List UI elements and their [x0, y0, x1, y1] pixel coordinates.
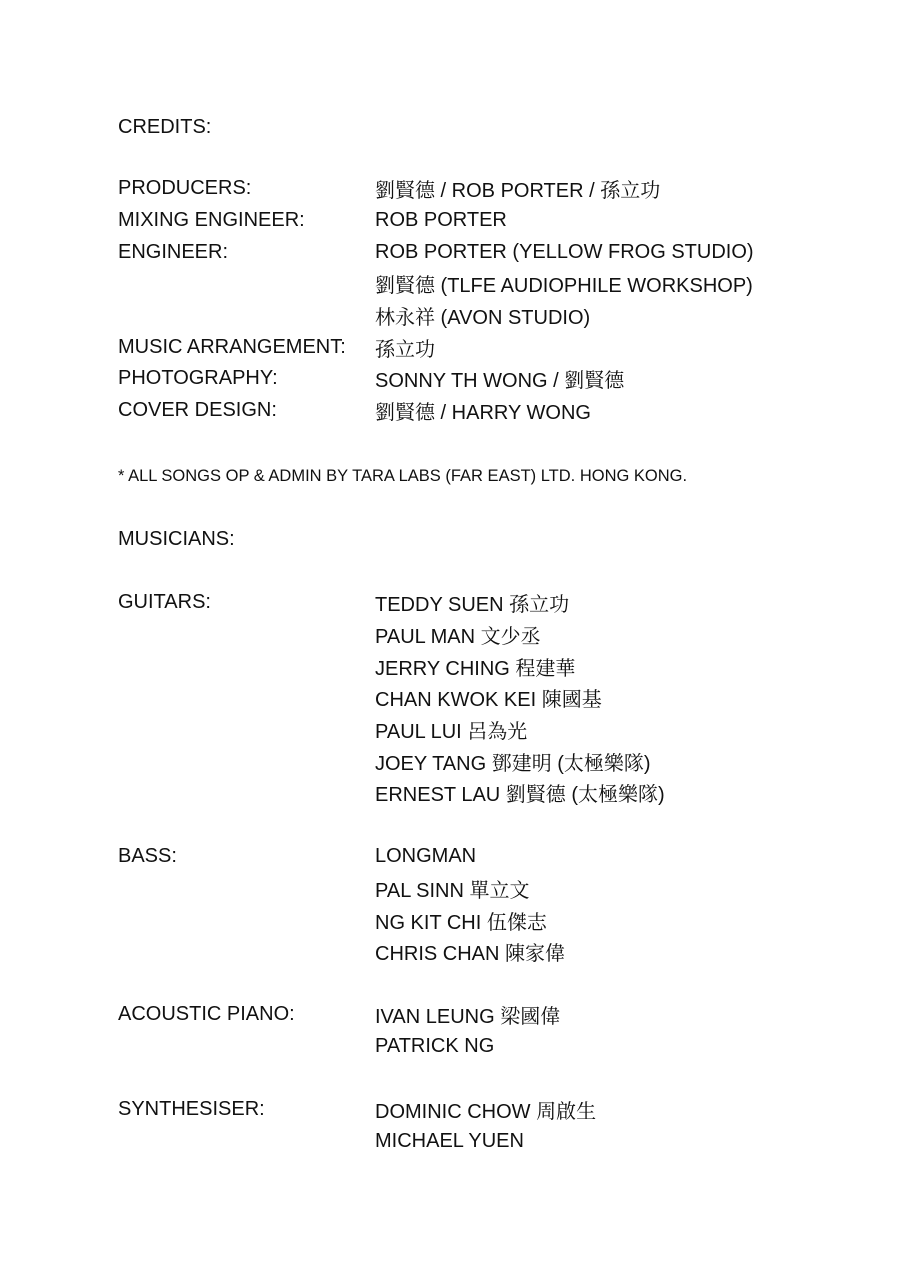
- credit-label: MUSIC ARRANGEMENT:: [118, 335, 346, 358]
- instrument-label: SYNTHESISER:: [118, 1098, 265, 1121]
- musician-row: [118, 1094, 818, 1126]
- credit-value: 劉賢德 / ROB PORTER / 孫立功: [375, 180, 661, 203]
- musician-row: [118, 936, 818, 968]
- credit-value: 林永祥 (AVON STUDIO): [375, 307, 591, 330]
- instrument-label: GUITARS:: [118, 591, 211, 614]
- musician-name: LONGMAN: [375, 845, 477, 868]
- musician-name: DOMINIC CHOW 周啟生: [375, 1101, 597, 1124]
- guitars-section: [118, 587, 818, 809]
- musician-name: MICHAEL YUEN: [375, 1130, 524, 1153]
- musician-row: [118, 619, 818, 651]
- musicians-heading: MUSICIANS:: [118, 528, 235, 550]
- credit-row: [118, 268, 818, 300]
- credits-heading: CREDITS:: [118, 116, 212, 138]
- credit-row: [118, 205, 818, 237]
- instrument-label: BASS:: [118, 845, 177, 868]
- musician-name: ERNEST LAU 劉賢德 (太極樂隊): [375, 784, 665, 807]
- musician-row: [118, 587, 818, 619]
- credit-value: ROB PORTER: [375, 209, 507, 232]
- credit-row: [118, 173, 818, 205]
- copyright-note: * ALL SONGS OP & ADMIN BY TARA LABS (FAR EAST) LTD. HONG KONG.: [118, 467, 688, 485]
- musician-row: [118, 745, 818, 777]
- credit-value: 孫立功: [375, 338, 435, 361]
- credit-label: MIXING ENGINEER:: [118, 209, 305, 232]
- musician-name: JERRY CHING 程建華: [375, 657, 576, 680]
- musician-row: [118, 841, 818, 873]
- musician-row: [118, 999, 818, 1031]
- credit-label: COVER DESIGN:: [118, 399, 277, 422]
- instrument-label: ACOUSTIC PIANO:: [118, 1003, 295, 1026]
- musician-name: PAUL MAN 文少丞: [375, 626, 541, 649]
- credit-row: [118, 395, 818, 427]
- credit-label: PRODUCERS:: [118, 177, 252, 200]
- credit-row: [118, 363, 818, 395]
- bass-section: [118, 841, 818, 968]
- credit-value: ROB PORTER (YELLOW FROG STUDIO): [375, 240, 754, 263]
- musician-row: [118, 904, 818, 936]
- musician-row: [118, 777, 818, 809]
- musician-name: JOEY TANG 鄧建明 (太極樂隊): [375, 752, 651, 775]
- musician-row: [118, 714, 818, 746]
- credit-value: SONNY TH WONG / 劉賢德: [375, 370, 625, 393]
- credits-list: [118, 173, 818, 427]
- musician-name: CHRIS CHAN 陳家偉: [375, 943, 566, 966]
- musician-name: PAUL LUI 呂為光: [375, 721, 528, 744]
- credit-label: PHOTOGRAPHY:: [118, 367, 278, 390]
- musician-name: TEDDY SUEN 孫立功: [375, 594, 570, 617]
- musician-row: [118, 1126, 818, 1158]
- musician-row: [118, 873, 818, 905]
- credit-value: 劉賢德 / HARRY WONG: [375, 402, 591, 425]
- credit-row: [118, 331, 818, 363]
- musician-name: PAL SINN 單立文: [375, 880, 530, 903]
- credit-row: [118, 236, 818, 268]
- musician-name: CHAN KWOK KEI 陳國基: [375, 689, 602, 712]
- credit-label: ENGINEER:: [118, 240, 229, 263]
- musician-row: [118, 650, 818, 682]
- synth-section: [118, 1094, 818, 1157]
- musician-row: [118, 682, 818, 714]
- credit-value: 劉賢德 (TLFE AUDIOPHILE WORKSHOP): [375, 275, 753, 298]
- piano-section: [118, 999, 818, 1062]
- musician-name: IVAN LEUNG 梁國偉: [375, 1006, 561, 1029]
- credit-row: [118, 300, 818, 332]
- musician-row: [118, 1031, 818, 1063]
- musician-name: NG KIT CHI 伍傑志: [375, 911, 547, 934]
- musician-name: PATRICK NG: [375, 1035, 495, 1058]
